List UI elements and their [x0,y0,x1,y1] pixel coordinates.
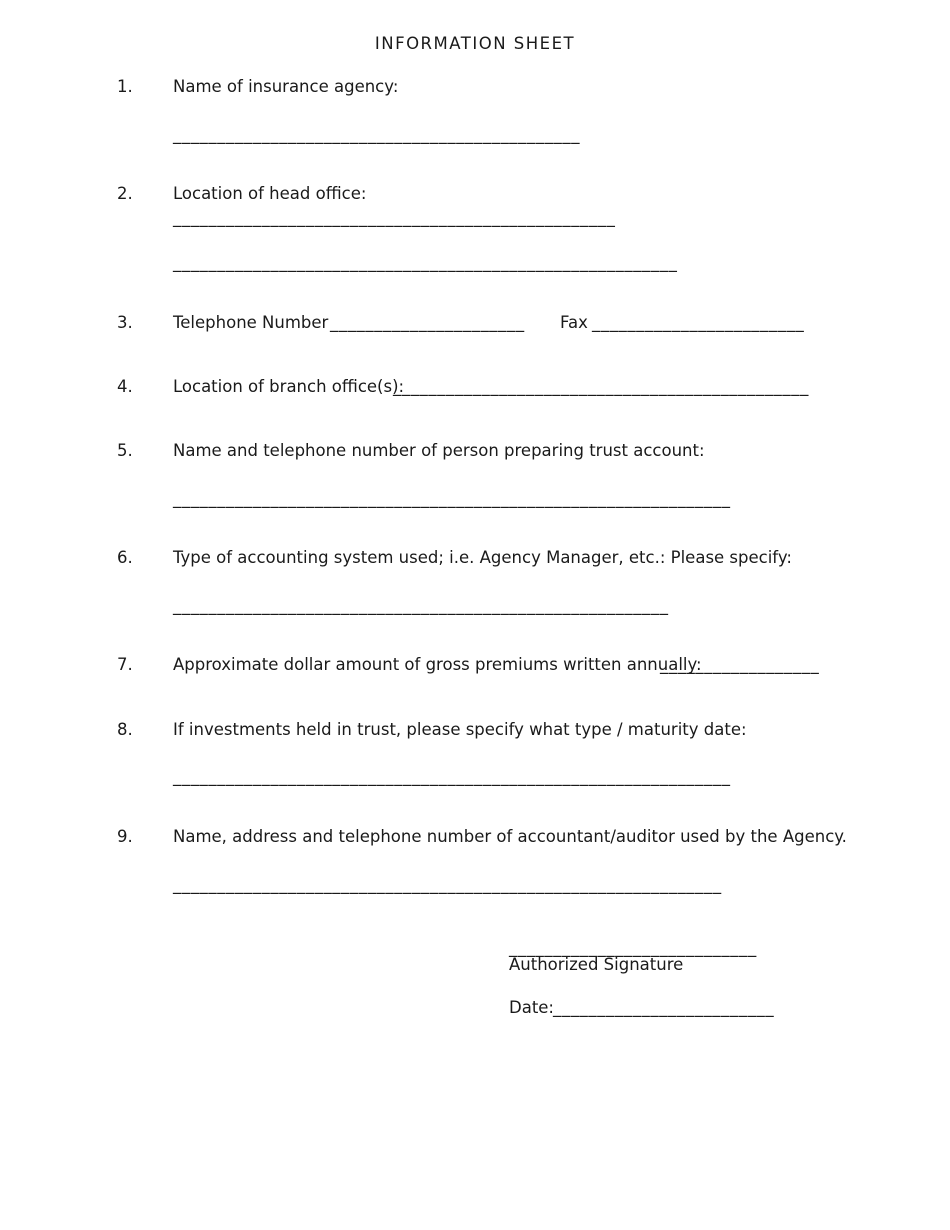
item-5-label: Name and telephone number of person preparing trust account: [173,441,705,460]
item-9-label: Name, address and telephone number of accountant/auditor used by the Agency. [173,827,847,846]
authorized-signature-label: Authorized Signature [509,955,684,974]
item-2-label: Location of head office: [173,184,367,203]
item-3-number: 3. [117,313,133,332]
item-1-blank-line[interactable]: ______________________________________________ [173,125,581,144]
item-2-number: 2. [117,184,133,203]
item-6-label: Type of accounting system used; i.e. Agency Manager, etc.: Please specify: [173,548,792,567]
item-4-number: 4. [117,377,133,396]
item-7-blank-line[interactable]: __________________ [660,655,820,674]
fax-blank-line[interactable]: ________________________ [592,313,805,332]
item-4-blank-line[interactable]: _______________________________________________ [393,377,809,396]
item-1-number: 1. [117,77,133,96]
item-3-label: Telephone Number [173,313,329,332]
item-2-blank-line-2[interactable]: _________________________________________________________ [173,253,678,272]
page-title: INFORMATION SHEET [374,34,576,53]
item-6-number: 6. [117,548,133,567]
item-8-label: If investments held in trust, please specify what type / maturity date: [173,720,747,739]
item-2-blank-line-1[interactable]: __________________________________________________ [173,208,616,227]
item-5-number: 5. [117,441,133,460]
signature-line[interactable]: ____________________________ [509,938,757,957]
item-1-label: Name of insurance agency: [173,77,399,96]
date-blank-line[interactable]: _________________________ [553,998,775,1017]
item-4-label: Location of branch office(s): [173,377,405,396]
date-label: Date: [509,998,554,1017]
item-8-number: 8. [117,720,133,739]
item-6-blank-line[interactable]: ________________________________________________________ [173,596,669,615]
item-7-label: Approximate dollar amount of gross premiums written annually: [173,655,702,674]
item-9-number: 9. [117,827,133,846]
item-7-number: 7. [117,655,133,674]
item-8-blank-line[interactable]: _______________________________________________________________ [173,767,731,786]
fax-label: Fax [560,313,588,332]
item-9-blank-line[interactable]: ______________________________________________________________ [173,875,722,894]
telephone-blank-line[interactable]: ______________________ [330,313,525,332]
item-5-blank-line[interactable]: _______________________________________________________________ [173,489,731,508]
